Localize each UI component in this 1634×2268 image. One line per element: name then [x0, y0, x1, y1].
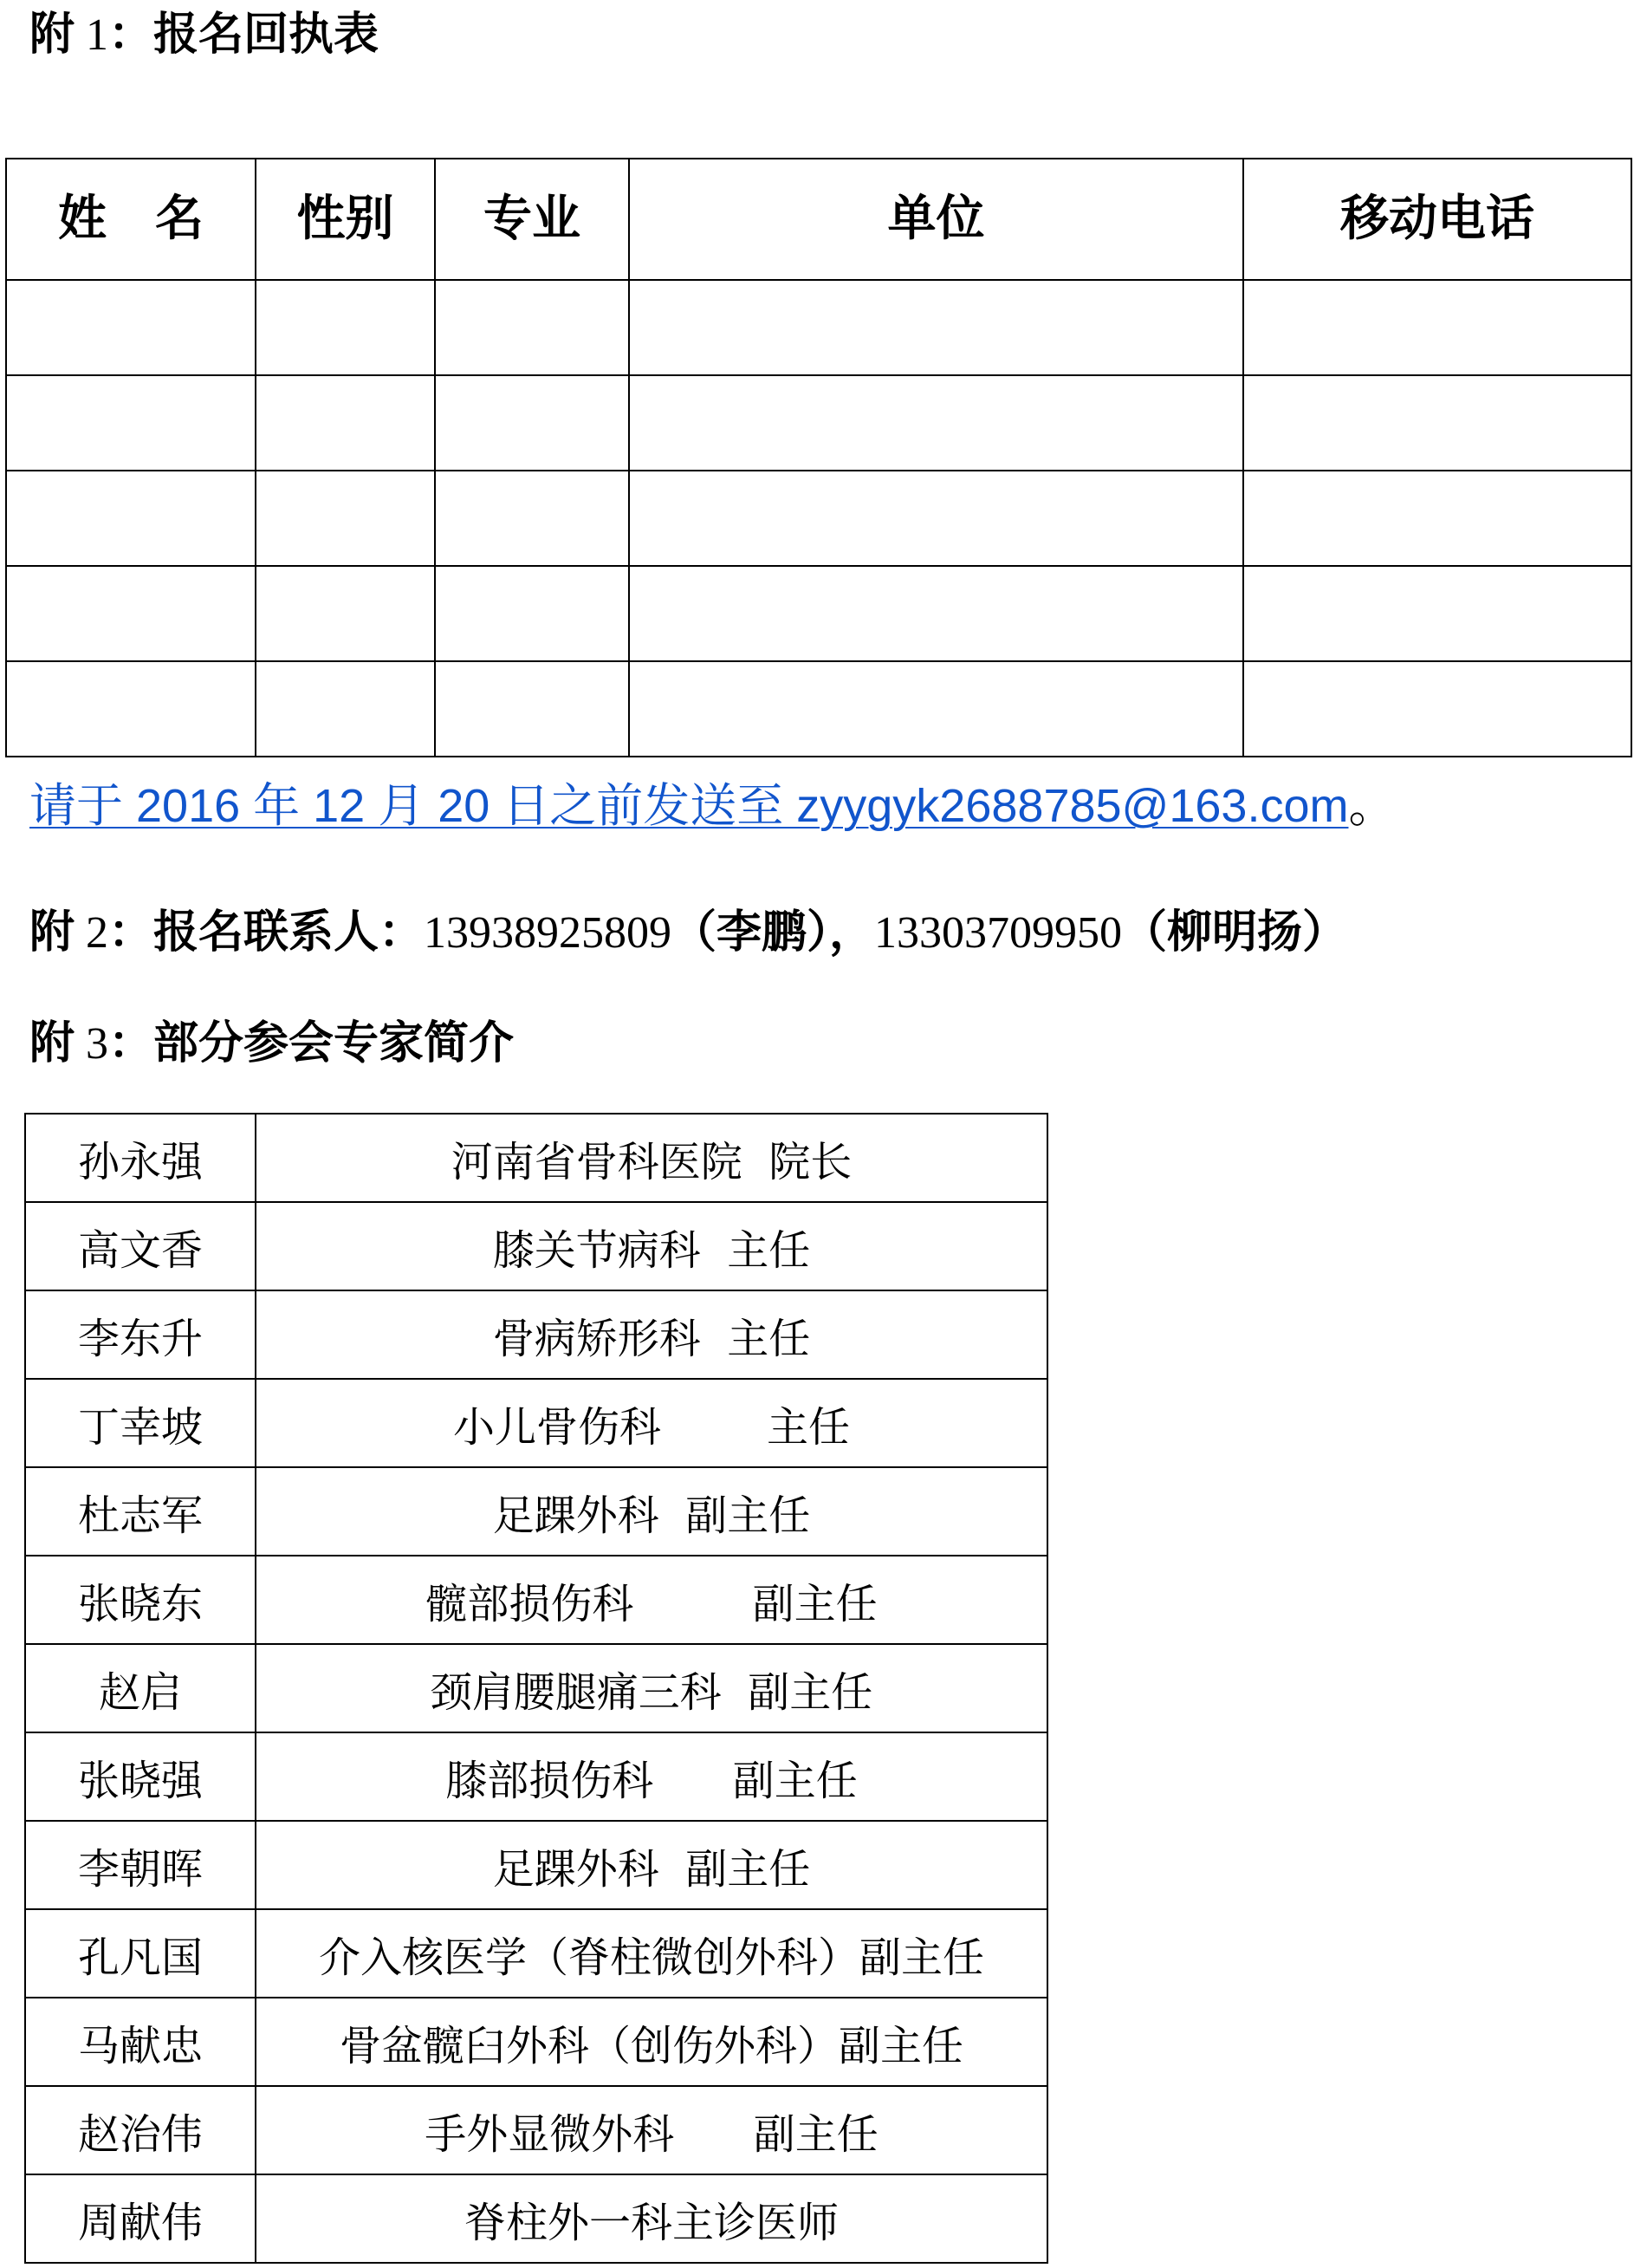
- expert-position: 膝关节病科 主任: [256, 1202, 1047, 1290]
- form-cell[interactable]: [629, 661, 1243, 757]
- table-row: [25, 1114, 1047, 1202]
- heading-title: ：部分参会专家简介: [108, 1017, 515, 1069]
- header-name: 姓 名: [6, 159, 256, 280]
- heading-number: 1: [75, 10, 109, 60]
- heading-prefix: 附: [29, 1017, 75, 1069]
- table-row: [25, 1821, 1047, 1909]
- form-cell[interactable]: [256, 280, 435, 375]
- header-organization: 单位: [629, 159, 1243, 280]
- table-row: [6, 566, 1631, 661]
- table-row: [6, 471, 1631, 566]
- expert-position: 介入核医学（脊柱微创外科）副主任: [256, 1909, 1047, 1998]
- expert-position: 颈肩腰腿痛三科 副主任: [256, 1644, 1047, 1732]
- table-row: [6, 375, 1631, 471]
- expert-name: 孔凡国: [25, 1909, 256, 1998]
- expert-name: 张晓东: [25, 1556, 256, 1644]
- expert-name: 周献伟: [25, 2174, 256, 2263]
- form-cell[interactable]: [256, 375, 435, 471]
- form-cell[interactable]: [629, 566, 1243, 661]
- form-cell[interactable]: [1243, 471, 1631, 566]
- expert-name: 高文香: [25, 1202, 256, 1290]
- form-cell[interactable]: [1243, 375, 1631, 471]
- form-cell[interactable]: [435, 661, 629, 757]
- expert-position: 手外显微外科 副主任: [256, 2086, 1047, 2174]
- form-cell[interactable]: [435, 375, 629, 471]
- table-row: [6, 280, 1631, 375]
- expert-name: 赵治伟: [25, 2086, 256, 2174]
- heading-prefix: 附: [29, 907, 75, 959]
- attachment-2-heading: [29, 907, 1347, 959]
- header-specialty: 专业: [435, 159, 629, 280]
- form-cell[interactable]: [1243, 566, 1631, 661]
- contact-phone-2: 13303709950: [874, 908, 1123, 958]
- attachment-1-heading: [29, 9, 379, 62]
- expert-position: 脊柱外一科主诊医师: [256, 2174, 1047, 2263]
- table-row: [25, 1202, 1047, 1290]
- contact-phone-1: 13938925809: [424, 908, 672, 958]
- expert-position: 足踝外科 副主任: [256, 1821, 1047, 1909]
- expert-position: 骨盆髋臼外科（创伤外科）副主任: [256, 1998, 1047, 2086]
- form-cell[interactable]: [629, 280, 1243, 375]
- form-cell[interactable]: [629, 471, 1243, 566]
- table-row: [25, 2174, 1047, 2263]
- expert-position: 河南省骨科医院 院长: [256, 1114, 1047, 1202]
- table-row: [25, 1998, 1047, 2086]
- form-cell[interactable]: [256, 661, 435, 757]
- header-gender: 性别: [256, 159, 435, 280]
- table-row: [25, 1290, 1047, 1379]
- expert-name: 杜志军: [25, 1467, 256, 1556]
- submission-email-link[interactable]: 请于 2016 年 12 月 20 日之前发送至 zyygyk2688785@163.com: [29, 780, 1349, 832]
- expert-name: 李朝晖: [25, 1821, 256, 1909]
- submission-notice: [29, 778, 1395, 834]
- table-row: [25, 1379, 1047, 1467]
- table-row: [25, 2086, 1047, 2174]
- form-cell[interactable]: [435, 566, 629, 661]
- notice-end-punct: 。: [1348, 780, 1396, 832]
- heading-number: 3: [75, 1019, 109, 1069]
- form-cell[interactable]: [6, 471, 256, 566]
- table-row: [25, 1732, 1047, 1821]
- contact-name-1: （李鹏），: [671, 907, 875, 959]
- form-cell[interactable]: [629, 375, 1243, 471]
- form-cell[interactable]: [256, 566, 435, 661]
- heading-number: 2: [75, 908, 109, 958]
- heading-title: ：报名联系人：: [108, 907, 425, 959]
- expert-position: 足踝外科 副主任: [256, 1467, 1047, 1556]
- table-row: [25, 1467, 1047, 1556]
- expert-position: 髋部损伤科 副主任: [256, 1556, 1047, 1644]
- header-mobile-phone: 移动电话: [1243, 159, 1631, 280]
- expert-name: 孙永强: [25, 1114, 256, 1202]
- form-cell[interactable]: [6, 375, 256, 471]
- attachment-3-heading: [29, 1017, 514, 1070]
- form-cell[interactable]: [1243, 661, 1631, 757]
- table-row: [25, 1556, 1047, 1644]
- expert-name: 赵启: [25, 1644, 256, 1732]
- experts-table: [24, 1113, 1048, 2264]
- form-cell[interactable]: [256, 471, 435, 566]
- form-cell[interactable]: [6, 661, 256, 757]
- form-cell[interactable]: [435, 280, 629, 375]
- expert-position: 膝部损伤科 副主任: [256, 1732, 1047, 1821]
- registration-form-table: [5, 158, 1632, 757]
- table-row: [25, 1644, 1047, 1732]
- form-cell[interactable]: [6, 566, 256, 661]
- form-cell[interactable]: [1243, 280, 1631, 375]
- expert-name: 丁幸坡: [25, 1379, 256, 1467]
- table-row: [6, 661, 1631, 757]
- contact-name-2: （柳明扬）: [1122, 907, 1348, 959]
- expert-position: 骨病矫形科 主任: [256, 1290, 1047, 1379]
- heading-prefix: 附: [29, 9, 75, 61]
- heading-title: ：报名回执表: [108, 9, 379, 61]
- expert-position: 小儿骨伤科 主任: [256, 1379, 1047, 1467]
- expert-name: 李东升: [25, 1290, 256, 1379]
- expert-name: 张晓强: [25, 1732, 256, 1821]
- form-cell[interactable]: [435, 471, 629, 566]
- table-header-row: [6, 159, 1631, 280]
- form-cell[interactable]: [6, 280, 256, 375]
- expert-name: 马献忠: [25, 1998, 256, 2086]
- table-row: [25, 1909, 1047, 1998]
